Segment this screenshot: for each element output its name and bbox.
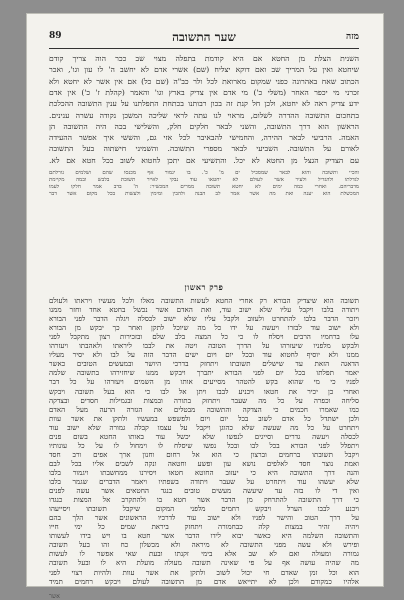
notes-line: המכשלת הוא יענה ואת מה אשר אמר לב הבנה ולהבין ומימין ולעשות בכל מקום אשר דבר [49,191,359,197]
body-line: והתשובה השלמה היא כאשר יבוא לידו הדבר אשר חטא בו ויש בידו לעשותו [49,531,359,541]
top-line: השנית הצלת מן החטא אם היא קודמת בתפלה מצוי שב ככר הוה צריך קודם [49,54,359,63]
top-line: זכרני מי יכפר האחר (משלי כ') מי אדם אין צדיק בארץ וגו' והאמר (קהלת ז' כ') אין אדם [49,87,359,97]
body-line: על דרך הטוב והישר לפניו ולא ישוב עוד לדרכיו הראשונים אשר הלך בהם [49,513,359,523]
body-line: ולבקש מלפניו שיעזרהו על הדרך הטובה ויטה את לבבו ליראתו ולאהבתו ויעזרהו [49,341,359,351]
top-line: הכתוב שאח באהרונה כפני שמקום מארואת לכל ולר כב"ה (שם כל) אם אין אשר לא יחטא ולא [49,76,359,86]
running-title: שער התשובה [172,30,236,44]
notes-line: והכיי ותשובה והוא לבאר שמסכיל ים מ' כ'. בו יגמור אף מכנסו שהם ושלמים גורלתם [49,170,359,176]
body-line: שלא יעשהו עוד ויתחרט על שעבר ויתודה בשפתיו ויאמר הדברים שגמר בלבו [49,477,359,486]
body-line: והנה דרך התשובה היא כי יעזוב החוטא חטאו ויסירנו ממחשבתו ויגמור בלבו [49,467,359,477]
body-line: ואין די לו בזה עד שיעשה מעשים טובים כנגד החטאים אשר עשה לפנים [49,486,359,496]
page-number: 89 [49,31,62,41]
body-line: מה שהיה עושה אף על פי שאינה תשובה מעולה מועלת היא לו ובעל תשובה [49,558,359,568]
body-line: תשובה הוא שיצדיק הבורא רק אחרי החטא לעשות התשובה מאלו ולכל מעשיו ויראתו ולעולם [49,296,359,305]
top-line: לאורם על התשובה. השביעי לבאר מספרי התשובה. והשמיני חישתוה בעל התשובה [49,144,359,154]
header-rule [49,48,359,49]
body-line: עלו ברחמיו הרבים ויסלח לו כי כל המצה בלב שלם ובזכירות רצון מתקבל לפני [49,332,359,342]
notes-line: מדבריהם. ואחרי כמה ימים לא יחטא תשובה ממרים המכשיר: ה' בדב אמר חלקו לעמו [49,184,359,190]
top-line: בתחכום התשובה ההדרה לשלום, מראוי לנו עתה לראי שליכה המשכן נקודה עשרה ענינים. [49,110,359,120]
body-line: יאמר תפלתו בכל יום לפני הבורא יתברך ויבקש ממנו שיחזירהו בתשובה שלמה [49,368,359,378]
body-line: לכסלה ויעשה גדרים וסייגים לנפשו שלא יכשל עוד באותו החטא בשום פנים [49,431,359,441]
body-line: ופירש ולא עשה מפני התשובה לא מיראה ולא מכשלון כח זהו בעל תשובה [49,540,359,550]
body-line: ולא ישוב עוד לבזרו ויעשה על ידו כל מה שיוכל לתקן ואחר כך יבקש מן הבורא [49,323,359,333]
body-line: לפניו כי מי שהוא בקש להטהר מסייעים אותו מן השמים ויעזרהו על כל דבר [49,377,359,387]
body-line: ולכן ישתדל כל אדם לשוב בכל יום ויום ולפשפש במעשיו ולתקן את אשר עוות [49,413,359,423]
chapter-title: פרק ראשון [184,282,224,292]
top-line: ידע צדיק ראה לא יחטא, ולכן חל קנת זה בכון רבותנו בכתחת התפלתנו על ענין התשובה ההכלכת [49,99,359,109]
running-header [49,30,359,44]
top-line: האמה. הרביעי לבאר ההירה, והחמישי להבאיבר לכל אזי גם, והששי איך אפשר ההעידה [49,133,359,143]
body-line: גמורה ומעולה ואם לא שב אלא בימי זקנתו ובעת שאי אפשר לו לעשות [49,549,359,559]
section-number: מזה [345,32,359,42]
body-line: ואחרי כן יכיר את חטאו ויכניע לבבו ויתן אל לבו כי הוא בעל תשובה ויבקש [49,386,359,396]
top-line: הראשון הוא דרך התשובה, והשני לבאר חלקים חלק, והשלישי בכה היה התשובה הן [49,121,359,131]
body-line: סליחה וכפרה על כל מה שעבר ויתחזק בתורה ובמצות ובגמילות חסדים ובצדקה [49,395,359,405]
body-line: ויזכר הדבר בלבו להתחרט ולעזוב ולקבל עליו שלא ישוב לכסלה ויגלה הדבר לפני הבורא [49,314,359,324]
body-line: ויהיה זהיר במצות קלה כבחמורה ויתחזק ביראת שמים כל ימי חייו [49,522,359,532]
body-line: ואמת נוצר חסד לאלפים נושא עון ופשע וחטאה ונקה לשבים אליו בכל לבם [49,458,359,468]
body-line: ויתפלל לפני הבורא בכל לבו ובכל נפשו שיסלח לו וימחול לו על כל עונותיו [49,440,359,450]
body-line: הדאגה הזאת עד שישלים תשובתו ויתחזק בדרכי היושר ובמעשים הטובים כאשר [49,359,359,369]
top-line: עם הצדיק הגצל מן החטא לא יכל. והתשיעי אם יתכן לחטוא לשוב ככל חטא אם לא. [49,155,359,165]
body-line: ממנו ולא יוסיף לחטוא עוד ובכל יום ויום ישים הדבר הזה על לבו ולא יסיר מעליו [49,350,359,360]
body-line: ויתודה בלבו ויקבל עליו שלא ישוב עוד, ואת האדם אשר נכשל בחטא אחד וחזר ממנו [49,305,359,315]
body-line: כמו שאמרו חכמים כי הצדקה והתשובה מבטלים את הגזרה הרעה מעל האדם [49,404,359,414]
catchword: אשר [49,593,60,600]
top-line: שיחטא ואין על המריך שב ואם דוקא יצליח (שם) אשרי אדם לא יחשב ה' לו עון וגו', ואכר [49,65,359,75]
body-line: ויתחרט על כל מה שעשה שלא כהוגן ויקבל על עצמו קבלה גמורה שלא ישוב עוד [49,422,359,432]
body-line: כי דרך התשובה להתרחק מן הדבר אשר חטא בו ולהתקרב אל המצות כנגדו [49,495,359,505]
body-line: הוא וכל זמן שאדם חי יכול לשוב ולתקן את אשר עוות ולהיות רצוי לפני [49,567,359,577]
body-line: ויכנע לבבו הערל ויבקש רחמים מלפני המקום שיקבל תשובתו ויסייעהו [49,504,359,514]
body-line: אלהיו כמקודם ולכן לא יתייאש אדם מן התשובה לעולם ויבקש רחמים תמיד [49,576,359,586]
notes-line: לגדלתו ולהגדיל ולעיר אשר לעולם לא יחטאו עוד נבקי לאייר תשובת בלבש ובמה מקיימת [49,177,359,183]
book-page [27,14,383,600]
body-line: ויקבל תשובתו ברחמים וברצון כי הוא אל רחום וחנון ארך אפים ורב חסד [49,449,359,459]
